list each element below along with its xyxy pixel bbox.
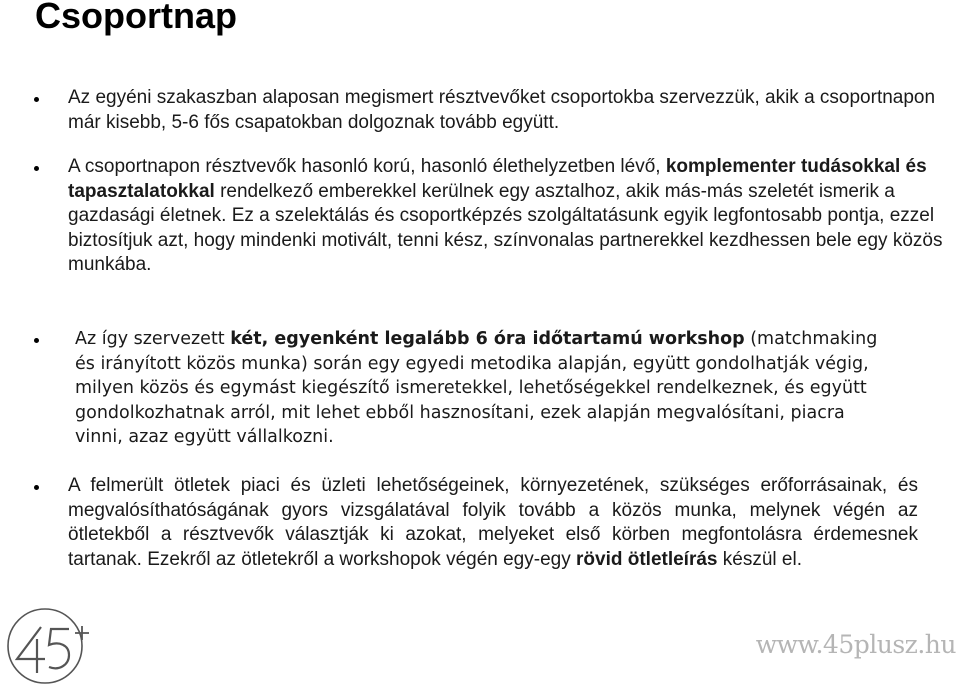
bullet-text: (matchmaking és irányított közös munka) során egy egyedi metodika alapján, együtt gondolhatják végig, milyen közös és egymást kiegészítő ismeretekkel, lehetőségekkel rendelkeznek, és együtt gondolkozhatnak arról, mit lehet ebből hasznosítani, ezek alapján megvalósítani, piacra vinni, azaz együtt vállalkozni. — [75, 329, 878, 447]
slide-title: Csoportnap — [35, 0, 237, 36]
logo-45plus-icon — [3, 603, 93, 687]
bullet-icon — [34, 338, 39, 343]
bullet-text: rendelkező emberekkel kerülnek egy asztalhoz, akik más-más szeletét ismerik a gazdasági életnek. Ez a szelektálás és csoportképzés szolgáltatásunk egyik legfontosabb pontja, ezzel biztosítjuk azt, hogy mindenki motivált, tenni kész, színvonalas partnerekkel kezdhessen bele egy közös munkába. — [68, 180, 943, 275]
bullet-text: Az egyéni szakaszban alaposan megismert résztvevőket csoportokba szervezzük, akik a csoportnapon már kisebb, 5-6 fős csapatokban dolgoznak tovább együtt. — [68, 87, 936, 133]
bullet-emphasis: rövid ötletleírás — [576, 548, 718, 570]
bullet-emphasis: két, egyenként legalább 6 óra időtartamú workshop — [230, 329, 745, 349]
bullet-text: A felmerült ötletek piaci és üzleti lehetőségeinek, környezetének, szükséges erőforrásainak, és megvalósíthatóságának gyors vizsgálatával folyik tovább a közös munka, melynek végén az ötletekből a résztvevők választják ki azokat, melyeket első körben megfontolásra érdemesnek tartanak. Ezekről az ötletekről a workshopok végén egy-egy — [68, 475, 918, 570]
bullet-text: Az így szervezett — [75, 329, 231, 349]
bullet-text: A csoportnapon résztvevők hasonló korú, hasonló élethelyzetben lévő, — [68, 156, 666, 177]
bullet-item-4 — [68, 474, 918, 572]
bullet-icon — [34, 166, 39, 171]
bullet-item-1 — [68, 86, 938, 135]
website-url: www.45plusz.hu — [755, 630, 956, 659]
bullet-item-2 — [68, 155, 948, 278]
bullet-icon — [34, 485, 39, 490]
bullet-text: készül el. — [717, 548, 802, 570]
bullet-icon — [34, 97, 39, 102]
bullet-emphasis: komplementer tudásokkal és tapasztalatokkal — [68, 156, 927, 202]
bullet-item-3 — [75, 327, 895, 450]
